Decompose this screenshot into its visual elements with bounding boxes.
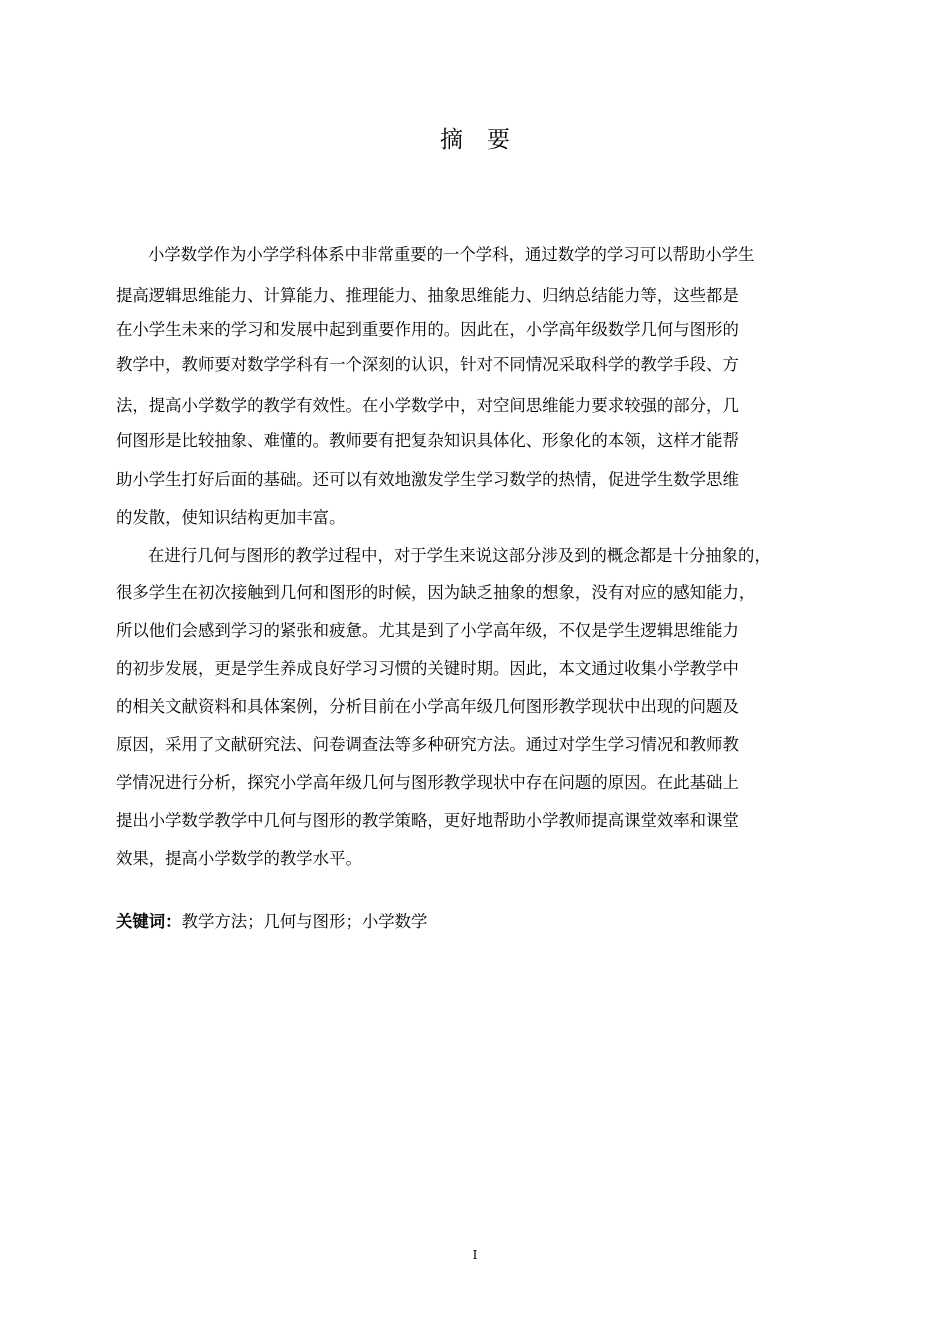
abstract-line: 的初步发展，更是学生养成良好学习习惯的关键时期。因此，本文通过收集小学教学中 [116,659,739,678]
abstract-line: 在进行几何与图形的教学过程中，对于学生来说这部分涉及到的概念都是十分抽象的， [148,546,771,565]
abstract-line: 教学中，教师要对数学学科有一个深刻的认识，针对不同情况采取科学的教学手段、方 [116,355,739,374]
abstract-line: 学情况进行分析，探究小学高年级几何与图形教学现状中存在问题的原因。在此基础上 [116,773,739,792]
abstract-line: 法，提高小学数学的教学有效性。在小学数学中，对空间思维能力要求较强的部分，几 [116,396,739,415]
abstract-line: 所以他们会感到学习的紧张和疲惫。尤其是到了小学高年级，不仅是学生逻辑思维能力 [116,621,739,640]
abstract-line: 在小学生未来的学习和发展中起到重要作用的。因此在，小学高年级数学几何与图形的 [116,320,739,339]
keywords-text: 教学方法；几何与图形；小学数学 [181,912,428,931]
page-title-char-1: 摘 [440,127,463,153]
abstract-line: 原因，采用了文献研究法、问卷调查法等多种研究方法。通过对学生学习情况和教师教 [116,735,739,754]
keywords [116,912,427,932]
page-number: I [472,1248,478,1262]
keywords-label: 关键词： [116,912,182,931]
abstract-line: 小学数学作为小学学科体系中非常重要的一个学科，通过数学的学习可以帮助小学生 [148,245,755,264]
abstract-line: 效果，提高小学数学的教学水平。 [116,849,362,868]
page-title [0,124,950,156]
page-title-char-2: 要 [487,127,510,153]
abstract-line: 很多学生在初次接触到几何和图形的时候，因为缺乏抽象的想象，没有对应的感知能力， [116,583,756,602]
abstract-line: 的发散，使知识结构更加丰富。 [116,508,346,527]
abstract-line: 助小学生打好后面的基础。还可以有效地激发学生学习数学的热情，促进学生数学思维 [116,470,739,489]
abstract-line: 提出小学数学教学中几何与图形的教学策略，更好地帮助小学教师提高课堂效率和课堂 [116,811,739,830]
abstract-line: 提高逻辑思维能力、计算能力、推理能力、抽象思维能力、归纳总结能力等，这些都是 [116,286,739,305]
abstract-line: 何图形是比较抽象、难懂的。教师要有把复杂知识具体化、形象化的本领，这样才能帮 [116,431,739,450]
abstract-line: 的相关文献资料和具体案例，分析目前在小学高年级几何图形教学现状中出现的问题及 [116,697,739,716]
